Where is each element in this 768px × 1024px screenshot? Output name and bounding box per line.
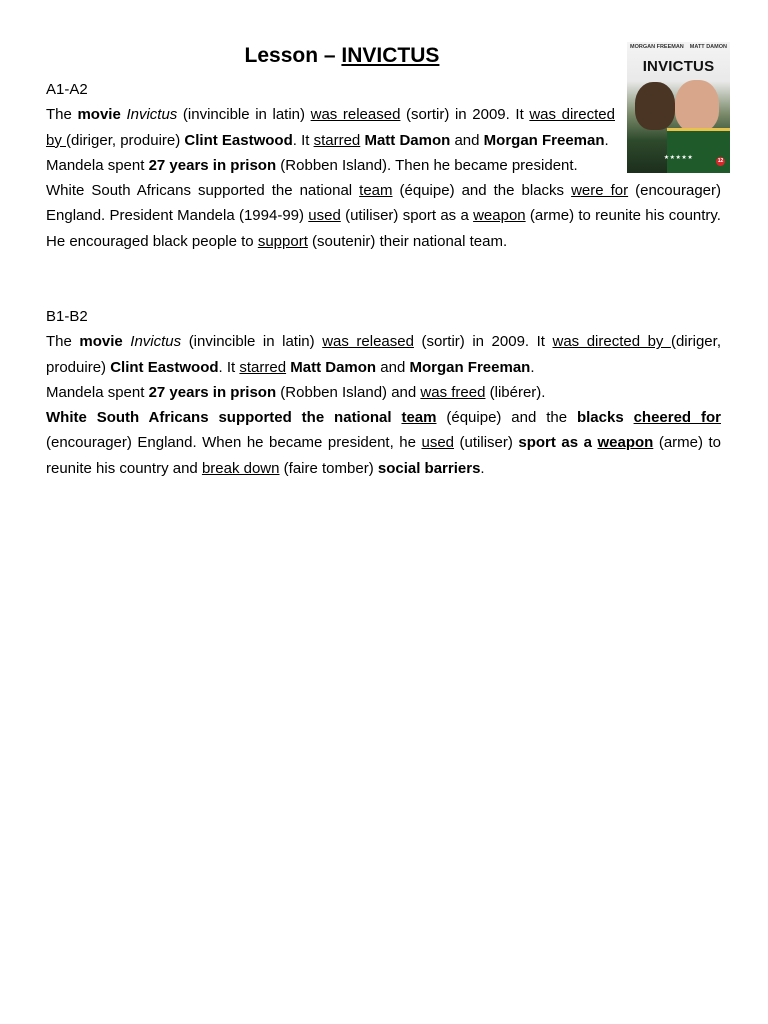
level-heading-a1-a2: A1-A2 [46,81,88,98]
paragraph-prison: Mandela spent 27 years in prison (Robben Island). Then he became president. [46,156,578,174]
poster-stars: ★★★★★ [663,155,694,161]
poster-title: INVICTUS [642,58,715,75]
paragraph-prison: Mandela spent 27 years in prison (Robben Island) and was freed (libérer). [46,383,546,401]
paragraph-team: White South Africans supported the national team (équipe) and the blacks were for (encourager) England. President Mandela (1994-99) used (utiliser) sport as a weapon (arme) to reunite his country. He encouraged black people to support (soutenir) their national team. [46,182,722,250]
paragraph-movie: The movie Invictus (invincible in latin) was released (sortir) in 2009. It was directed by (diriger, produire) Clint Eastwood. It starred Matt Damon and Morgan Freeman. [46,106,615,149]
page-title: Lesson – INVICTUS [244,44,440,67]
poster-actor-names: MORGAN FREEMAN MATT DAMON [630,44,727,50]
poster-rating-badge: 12 [717,158,724,164]
section-a1-a2 [46,77,721,254]
title-invictus: INVICTUS [341,44,440,67]
paragraph-team: White South Africans supported the national team (équipe) and the blacks cheered for (encourager) England. When he became president, he used (utiliser) sport as a weapon (arme) to reunite his country and break down (faire tomber) social barriers. [46,409,722,477]
section-b1-b2 [46,304,721,481]
paragraph-movie: The movie Invictus (invincible in latin) was released (sortir) in 2009. It was directed by (diriger, produire) Clint Eastwood. It starred Matt Damon and Morgan Freeman. [46,333,721,376]
level-heading-b1-b2: B1-B2 [46,308,88,325]
